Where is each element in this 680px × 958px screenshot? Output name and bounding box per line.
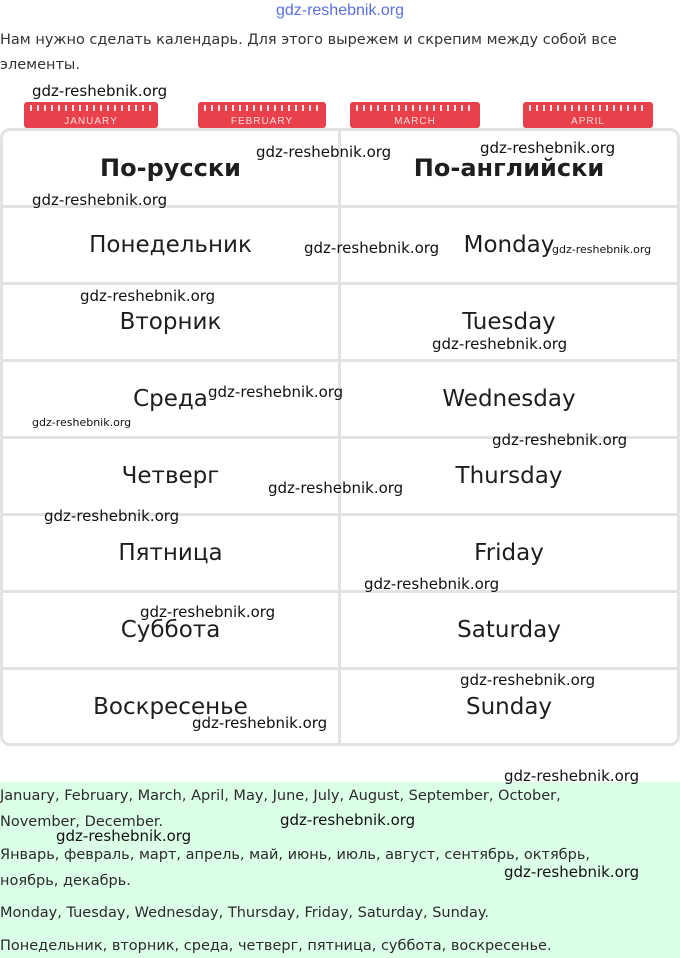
table-row [3, 439, 677, 516]
day-russian: Понедельник [3, 208, 341, 282]
watermark: gdz-reshebnik.org [56, 827, 192, 845]
watermark: gdz-reshebnik.org [492, 431, 628, 449]
site-link[interactable]: gdz-reshebnik.org [275, 2, 405, 19]
day-russian: Пятница [3, 516, 341, 590]
day-english: Saturday [457, 617, 561, 643]
day-english: Friday [474, 540, 544, 566]
watermark: gdz-reshebnik.org [32, 82, 168, 100]
watermark: gdz-reshebnik.org [80, 287, 216, 305]
watermark: gdz-reshebnik.org [192, 714, 328, 732]
answer-days-russian: Понедельник, вторник, среда, четверг, пятница, суббота, воскресенье. [0, 938, 552, 954]
watermark: gdz-reshebnik.org [480, 139, 616, 157]
watermark: gdz-reshebnik.org [32, 416, 132, 429]
column-header-english: По-английски [413, 154, 605, 182]
month-tab-february: FEBRUARY [198, 102, 326, 128]
watermark: gdz-reshebnik.org [364, 575, 500, 593]
day-russian: Четверг [3, 439, 341, 513]
intro-text: Нам нужно сделать календарь. Для этого вырежем и скрепим между собой все элементы. [0, 32, 617, 73]
watermark: gdz-reshebnik.org [268, 479, 404, 497]
watermark: gdz-reshebnik.org [32, 191, 168, 209]
watermark: gdz-reshebnik.org [208, 383, 344, 401]
watermark: gdz-reshebnik.org [504, 767, 640, 785]
month-tab-january: JANUARY [24, 102, 158, 128]
answer-months-english: January, February, March, April, May, June, July, August, September, October, November, December. [0, 788, 561, 830]
watermark: gdz-reshebnik.org [460, 671, 596, 689]
day-english: Sunday [465, 694, 553, 720]
watermark: gdz-reshebnik.org [140, 603, 276, 621]
day-english: Thursday [455, 463, 563, 489]
answer-days-english: Monday, Tuesday, Wednesday, Thursday, Friday, Saturday, Sunday. [0, 905, 489, 921]
day-russian: Воскресенье [3, 670, 341, 744]
watermark: gdz-reshebnik.org [504, 863, 640, 881]
watermark: gdz-reshebnik.org [432, 335, 568, 353]
day-russian: Вторник [3, 285, 341, 359]
watermark: gdz-reshebnik.org [256, 143, 392, 161]
table-row [3, 516, 677, 593]
answer-months-russian: Январь, февраль, март, апрель, май, июнь, июль, август, сентябрь, октябрь, ноябрь, декабрь. [0, 847, 590, 889]
day-english: Tuesday [462, 309, 556, 335]
watermark: gdz-reshebnik.org [44, 507, 180, 525]
day-russian: Суббота [3, 593, 341, 667]
table-row [3, 593, 677, 670]
watermark: gdz-reshebnik.org [552, 243, 652, 256]
watermark: gdz-reshebnik.org [304, 239, 440, 257]
month-tab-march: MARCH [350, 102, 480, 128]
month-tab-april: APRIL [523, 102, 653, 128]
day-russian: Среда [3, 362, 341, 436]
day-english: Monday [463, 232, 555, 258]
column-header-russian: По-русски [3, 131, 341, 205]
watermark: gdz-reshebnik.org [280, 811, 416, 829]
day-english: Wednesday [442, 386, 576, 412]
